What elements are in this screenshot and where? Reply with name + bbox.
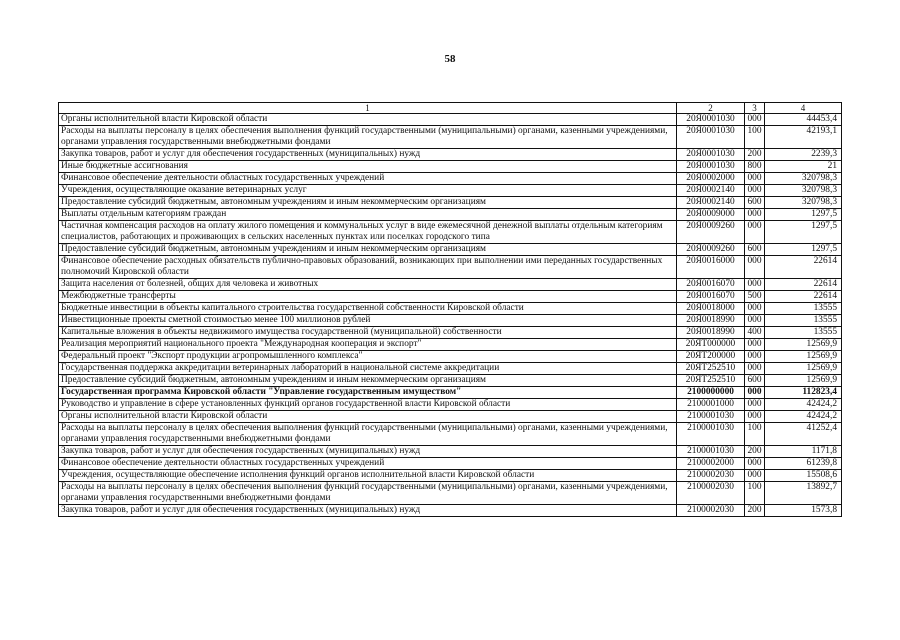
row-code-cell: 2100002030 [677, 482, 745, 505]
row-code-cell: 20Я0018990 [677, 315, 745, 327]
row-expense-type-cell: 000 [745, 411, 765, 423]
row-amount-cell: 12569,9 [765, 351, 842, 363]
row-amount-cell: 21 [765, 161, 842, 173]
row-code-cell: 20Я0016070 [677, 291, 745, 303]
row-amount-cell: 13555 [765, 315, 842, 327]
row-name-cell: Закупка товаров, работ и услуг для обеспечения государственных (муниципальных) нужд [59, 149, 677, 161]
row-name-cell: Выплаты отдельным категориям граждан [59, 209, 677, 221]
row-name-cell: Инвестиционные проекты сметной стоимостью менее 100 миллионов рублей [59, 315, 677, 327]
row-amount-cell: 2239,3 [765, 149, 842, 161]
row-name-cell: Капитальные вложения в объекты недвижимого имущества государственной (муниципальной) собственности [59, 327, 677, 339]
table-row [59, 411, 842, 423]
row-expense-type-cell: 200 [745, 149, 765, 161]
row-amount-cell: 12569,9 [765, 339, 842, 351]
table-row [59, 363, 842, 375]
row-amount-cell: 12569,9 [765, 375, 842, 387]
column-header-expense-type: 3 [745, 103, 765, 114]
row-expense-type-cell: 000 [745, 458, 765, 470]
row-code-cell: 20ЯТ252510 [677, 375, 745, 387]
table-header-row [59, 103, 842, 114]
row-expense-type-cell: 800 [745, 161, 765, 173]
row-name-cell: Защита населения от болезней, общих для человека и животных [59, 279, 677, 291]
row-code-cell: 2100000000 [677, 387, 745, 399]
table-row [59, 458, 842, 470]
row-code-cell: 20Я0001030 [677, 126, 745, 149]
row-expense-type-cell: 100 [745, 126, 765, 149]
table-row [59, 149, 842, 161]
row-amount-cell: 1573,8 [765, 505, 842, 517]
row-expense-type-cell: 600 [745, 375, 765, 387]
row-expense-type-cell: 000 [745, 256, 765, 279]
table-row [59, 173, 842, 185]
row-code-cell: 2100001030 [677, 411, 745, 423]
row-name-cell: Органы исполнительной власти Кировской области [59, 114, 677, 126]
row-name-cell: Частичная компенсация расходов на оплату жилого помещения и коммунальных услуг в виде ежемесячной денежной выплаты отдельным категориям специалистов, работающих и проживающих в сельских населенных пунктах или поселках городского типа [59, 221, 677, 244]
row-code-cell: 2100001030 [677, 446, 745, 458]
row-expense-type-cell: 000 [745, 315, 765, 327]
row-expense-type-cell: 000 [745, 221, 765, 244]
table-row [59, 303, 842, 315]
column-header-amount: 4 [765, 103, 842, 114]
table-row [59, 423, 842, 446]
row-code-cell: 20Я0009260 [677, 244, 745, 256]
row-code-cell: 20Я0009260 [677, 221, 745, 244]
table-row [59, 209, 842, 221]
table-row [59, 221, 842, 244]
page-number: 58 [444, 53, 456, 65]
row-name-cell: Финансовое обеспечение деятельности областных государственных учреждений [59, 458, 677, 470]
column-header-code: 2 [677, 103, 745, 114]
row-amount-cell: 22614 [765, 279, 842, 291]
row-code-cell: 20ЯТ000000 [677, 339, 745, 351]
row-code-cell: 20Я0002140 [677, 185, 745, 197]
table-row [59, 244, 842, 256]
table-row [59, 126, 842, 149]
row-amount-cell: 15508,6 [765, 470, 842, 482]
table-row [59, 279, 842, 291]
row-amount-cell: 61239,8 [765, 458, 842, 470]
row-name-cell: Органы исполнительной власти Кировской области [59, 411, 677, 423]
row-name-cell: Учреждения, осуществляющие обеспечение исполнения функций органов исполнительной власти Кировской области [59, 470, 677, 482]
row-name-cell: Федеральный проект "Экспорт продукции агропромышленного комплекса" [59, 351, 677, 363]
table-row [59, 375, 842, 387]
row-expense-type-cell: 000 [745, 114, 765, 126]
row-name-cell: Предоставление субсидий бюджетным, автономным учреждениям и иным некоммерческим организациям [59, 375, 677, 387]
row-code-cell: 20Я0002140 [677, 197, 745, 209]
row-amount-cell: 42424,2 [765, 411, 842, 423]
row-expense-type-cell: 200 [745, 446, 765, 458]
table-row [59, 114, 842, 126]
row-code-cell: 2100002000 [677, 458, 745, 470]
row-name-cell: Расходы на выплаты персоналу в целях обеспечения выполнения функций государственными (муниципальными) органами, казенными учреждениями, органами управления государственными внебюджетными фондами [59, 126, 677, 149]
row-code-cell: 2100002030 [677, 505, 745, 517]
row-code-cell: 20Я0001030 [677, 161, 745, 173]
row-expense-type-cell: 400 [745, 327, 765, 339]
row-name-cell: Бюджетные инвестиции в объекты капитального строительства государственной собственности Кировской области [59, 303, 677, 315]
row-name-cell: Закупка товаров, работ и услуг для обеспечения государственных (муниципальных) нужд [59, 505, 677, 517]
row-expense-type-cell: 500 [745, 291, 765, 303]
table-row [59, 197, 842, 209]
row-amount-cell: 13555 [765, 327, 842, 339]
row-amount-cell: 1297,5 [765, 209, 842, 221]
row-amount-cell: 1297,5 [765, 221, 842, 244]
column-header-name: 1 [59, 103, 677, 114]
row-name-cell: Финансовое обеспечение расходных обязательств публично-правовых образований, возникающих при выполнении ими переданных государственных полномочий Кировской области [59, 256, 677, 279]
table-row [59, 315, 842, 327]
row-code-cell: 2100001030 [677, 423, 745, 446]
table-row [59, 399, 842, 411]
row-expense-type-cell: 100 [745, 482, 765, 505]
table-row [59, 161, 842, 173]
table-row [59, 505, 842, 517]
row-expense-type-cell: 000 [745, 399, 765, 411]
row-name-cell: Финансовое обеспечение деятельности областных государственных учреждений [59, 173, 677, 185]
row-amount-cell: 41252,4 [765, 423, 842, 446]
row-name-cell: Иные бюджетные ассигнования [59, 161, 677, 173]
row-expense-type-cell: 000 [745, 279, 765, 291]
table-row [59, 387, 842, 399]
row-name-cell: Реализация мероприятий национального проекта "Международная кооперация и экспорт" [59, 339, 677, 351]
row-amount-cell: 12569,9 [765, 363, 842, 375]
table-row [59, 470, 842, 482]
table-row [59, 351, 842, 363]
row-expense-type-cell: 000 [745, 185, 765, 197]
row-expense-type-cell: 600 [745, 244, 765, 256]
row-name-cell: Расходы на выплаты персоналу в целях обеспечения выполнения функций государственными (муниципальными) органами, казенными учреждениями, органами управления государственными внебюджетными фондами [59, 482, 677, 505]
row-amount-cell: 13555 [765, 303, 842, 315]
table-row [59, 482, 842, 505]
row-name-cell: Государственная программа Кировской области "Управление государственным имуществом" [59, 387, 677, 399]
row-code-cell: 20ЯТ200000 [677, 351, 745, 363]
row-amount-cell: 42193,1 [765, 126, 842, 149]
row-code-cell: 20Я0018990 [677, 327, 745, 339]
table-row [59, 327, 842, 339]
row-name-cell: Учреждения, осуществляющие оказание ветеринарных услуг [59, 185, 677, 197]
row-code-cell: 2100002030 [677, 470, 745, 482]
row-amount-cell: 13892,7 [765, 482, 842, 505]
row-expense-type-cell: 000 [745, 363, 765, 375]
row-expense-type-cell: 000 [745, 351, 765, 363]
row-code-cell: 20Я0016000 [677, 256, 745, 279]
row-expense-type-cell: 000 [745, 303, 765, 315]
row-name-cell: Межбюджетные трансферты [59, 291, 677, 303]
row-expense-type-cell: 600 [745, 197, 765, 209]
table-row [59, 291, 842, 303]
row-code-cell: 20Я0016070 [677, 279, 745, 291]
row-amount-cell: 320798,3 [765, 173, 842, 185]
table-row [59, 339, 842, 351]
row-code-cell: 20Я0002000 [677, 173, 745, 185]
row-name-cell: Закупка товаров, работ и услуг для обеспечения государственных (муниципальных) нужд [59, 446, 677, 458]
row-amount-cell: 1297,5 [765, 244, 842, 256]
row-amount-cell: 320798,3 [765, 197, 842, 209]
row-amount-cell: 320798,3 [765, 185, 842, 197]
table-row [59, 256, 842, 279]
row-amount-cell: 1171,8 [765, 446, 842, 458]
row-name-cell: Расходы на выплаты персоналу в целях обеспечения выполнения функций государственными (муниципальными) органами, казенными учреждениями, органами управления государственными внебюджетными фондами [59, 423, 677, 446]
row-name-cell: Предоставление субсидий бюджетным, автономным учреждениям и иным некоммерческим организациям [59, 244, 677, 256]
row-expense-type-cell: 000 [745, 173, 765, 185]
row-expense-type-cell: 100 [745, 423, 765, 446]
row-code-cell: 20Я0001030 [677, 114, 745, 126]
row-expense-type-cell: 200 [745, 505, 765, 517]
row-expense-type-cell: 000 [745, 339, 765, 351]
row-code-cell: 20Я0018000 [677, 303, 745, 315]
row-amount-cell: 42424,2 [765, 399, 842, 411]
row-expense-type-cell: 000 [745, 470, 765, 482]
row-code-cell: 20Я0009000 [677, 209, 745, 221]
budget-table [58, 102, 842, 517]
row-amount-cell: 44453,4 [765, 114, 842, 126]
row-code-cell: 20ЯТ252510 [677, 363, 745, 375]
row-code-cell: 20Я0001030 [677, 149, 745, 161]
row-name-cell: Государственная поддержка аккредитации ветеринарных лабораторий в национальной системе аккредитации [59, 363, 677, 375]
row-amount-cell: 22614 [765, 291, 842, 303]
row-amount-cell: 22614 [765, 256, 842, 279]
row-expense-type-cell: 000 [745, 387, 765, 399]
row-amount-cell: 112823,4 [765, 387, 842, 399]
row-name-cell: Руководство и управление в сфере установленных функций органов государственной власти Кировской области [59, 399, 677, 411]
row-name-cell: Предоставление субсидий бюджетным, автономным учреждениям и иным некоммерческим организациям [59, 197, 677, 209]
table-row [59, 446, 842, 458]
row-expense-type-cell: 000 [745, 209, 765, 221]
row-code-cell: 2100001000 [677, 399, 745, 411]
table-row [59, 185, 842, 197]
